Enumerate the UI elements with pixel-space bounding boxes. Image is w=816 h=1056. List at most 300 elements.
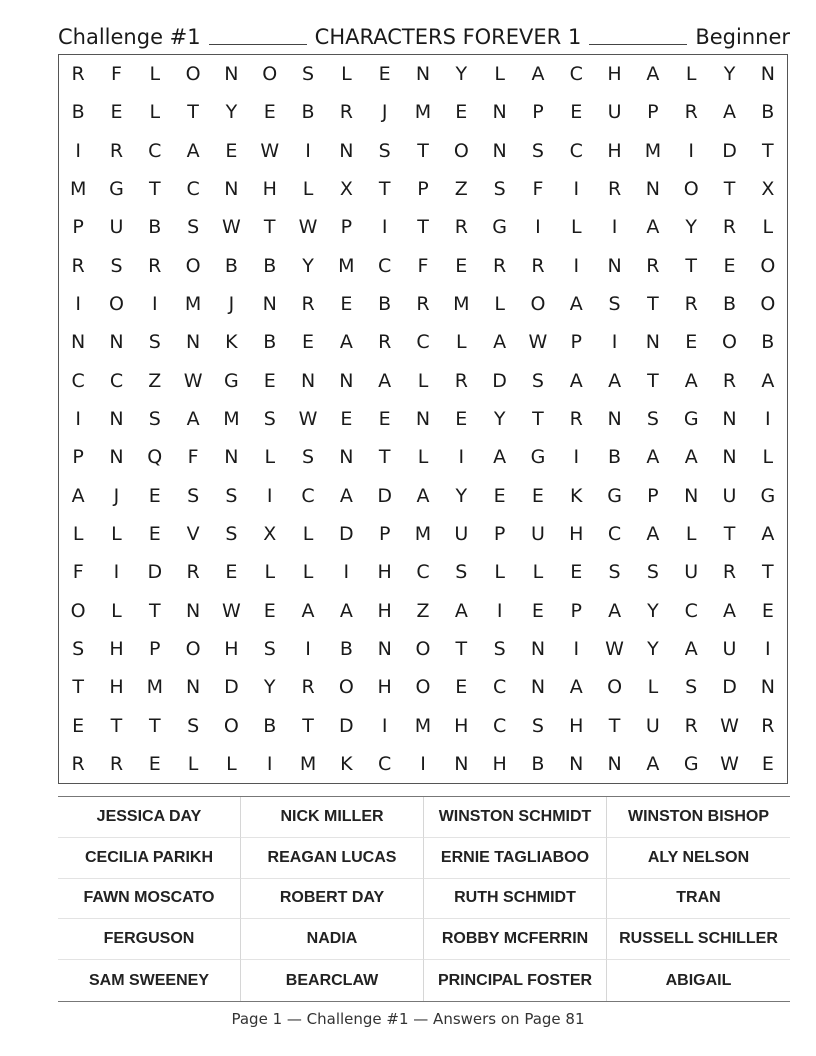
grid-letter[interactable]: A xyxy=(608,599,622,622)
grid-letter[interactable]: D xyxy=(492,369,507,392)
grid-letter[interactable]: S xyxy=(72,637,85,660)
grid-letter[interactable]: W xyxy=(605,637,624,660)
grid-letter[interactable]: Y xyxy=(302,254,314,277)
grid-letter[interactable]: L xyxy=(494,561,505,584)
grid-letter[interactable]: G xyxy=(683,407,699,430)
grid-letter[interactable]: E xyxy=(493,484,506,507)
grid-letter[interactable]: B xyxy=(761,101,775,124)
grid-letter[interactable]: C xyxy=(186,178,200,201)
grid-letter[interactable]: N xyxy=(262,293,277,316)
grid-letter[interactable]: N xyxy=(645,178,660,201)
grid-letter[interactable]: E xyxy=(340,407,353,430)
grid-letter[interactable]: C xyxy=(109,369,124,392)
grid-letter[interactable]: Y xyxy=(647,637,659,660)
grid-letter[interactable]: A xyxy=(684,369,698,392)
grid-letter[interactable]: A xyxy=(493,331,507,354)
grid-letter[interactable]: D xyxy=(339,522,354,545)
grid-letter[interactable]: X xyxy=(339,178,353,201)
grid-letter[interactable]: P xyxy=(647,484,659,507)
grid-letter[interactable]: O xyxy=(415,637,431,660)
grid-letter[interactable]: A xyxy=(646,446,660,469)
grid-letter[interactable]: F xyxy=(72,561,84,584)
grid-letter[interactable]: S xyxy=(608,561,621,584)
grid-letter[interactable]: N xyxy=(415,63,431,86)
grid-letter[interactable]: U xyxy=(684,561,699,584)
grid-letter[interactable]: S xyxy=(685,676,698,699)
grid-letter[interactable]: N xyxy=(607,254,622,277)
grid-letter[interactable]: S xyxy=(263,637,276,660)
grid-letter[interactable]: N xyxy=(339,446,354,469)
grid-letter[interactable]: L xyxy=(762,216,774,239)
grid-letter[interactable]: A xyxy=(454,599,468,622)
grid-letter[interactable]: R xyxy=(722,369,737,392)
grid-letter[interactable]: S xyxy=(225,484,238,507)
grid-letter[interactable]: R xyxy=(607,178,622,201)
grid-letter[interactable]: A xyxy=(378,369,392,392)
grid-letter[interactable]: B xyxy=(608,446,622,469)
grid-letter[interactable]: N xyxy=(684,484,699,507)
grid-letter[interactable]: N xyxy=(569,752,584,775)
grid-letter[interactable]: I xyxy=(765,407,771,430)
grid-letter[interactable]: S xyxy=(302,63,315,86)
grid-letter[interactable]: C xyxy=(301,484,315,507)
grid-letter[interactable]: L xyxy=(302,561,314,584)
grid-letter[interactable]: T xyxy=(302,714,314,737)
grid-letter[interactable]: R xyxy=(722,561,737,584)
grid-letter[interactable]: K xyxy=(340,752,353,775)
grid-letter[interactable]: T xyxy=(608,714,621,737)
grid-letter[interactable]: O xyxy=(338,676,354,699)
grid-letter[interactable]: N xyxy=(300,369,316,392)
grid-letter[interactable]: R xyxy=(722,216,737,239)
grid-letter[interactable]: L xyxy=(532,561,544,584)
grid-letter[interactable]: D xyxy=(147,561,163,584)
grid-letter[interactable]: Z xyxy=(148,369,162,392)
grid-letter[interactable]: E xyxy=(148,522,161,545)
grid-letter[interactable]: S xyxy=(378,139,391,162)
grid-letter[interactable]: A xyxy=(569,293,583,316)
grid-letter[interactable]: B xyxy=(761,331,775,354)
grid-letter[interactable]: I xyxy=(75,139,81,162)
grid-letter[interactable]: K xyxy=(570,484,583,507)
grid-letter[interactable]: N xyxy=(530,637,546,660)
grid-letter[interactable]: I xyxy=(611,216,618,239)
grid-letter[interactable]: E xyxy=(225,139,238,162)
grid-letter[interactable]: H xyxy=(109,676,124,699)
grid-letter[interactable]: I xyxy=(573,178,580,201)
grid-letter[interactable]: P xyxy=(493,522,506,545)
grid-letter[interactable]: U xyxy=(530,522,545,545)
grid-letter[interactable]: O xyxy=(722,331,737,354)
grid-letter[interactable]: R xyxy=(684,293,698,316)
grid-letter[interactable]: W xyxy=(183,369,203,392)
grid-letter[interactable]: N xyxy=(224,446,239,469)
grid-letter[interactable]: B xyxy=(378,293,392,316)
grid-letter[interactable]: L xyxy=(417,446,429,469)
grid-letter[interactable]: A xyxy=(71,484,85,507)
grid-letter[interactable]: S xyxy=(302,446,315,469)
grid-letter[interactable]: U xyxy=(722,484,737,507)
grid-letter[interactable]: C xyxy=(684,599,698,622)
grid-letter[interactable]: Y xyxy=(455,484,468,507)
grid-letter[interactable]: N xyxy=(71,331,86,354)
grid-letter[interactable]: S xyxy=(187,216,200,239)
grid-letter[interactable]: O xyxy=(415,676,431,699)
grid-letter[interactable]: S xyxy=(225,522,238,545)
grid-letter[interactable]: A xyxy=(531,63,545,86)
grid-letter[interactable]: I xyxy=(573,637,580,660)
grid-letter[interactable]: L xyxy=(494,293,505,316)
grid-letter[interactable]: E xyxy=(570,561,583,584)
grid-letter[interactable]: L xyxy=(647,676,659,699)
grid-letter[interactable]: C xyxy=(378,254,392,277)
grid-letter[interactable]: M xyxy=(69,178,87,201)
grid-letter[interactable]: I xyxy=(75,293,81,316)
grid-letter[interactable]: R xyxy=(71,254,85,277)
grid-letter[interactable]: N xyxy=(339,139,354,162)
grid-letter[interactable]: Y xyxy=(723,63,736,86)
grid-letter[interactable]: R xyxy=(454,216,468,239)
grid-letter[interactable]: N xyxy=(722,407,737,430)
grid-letter[interactable]: R xyxy=(684,101,698,124)
grid-letter[interactable]: E xyxy=(378,63,391,86)
grid-letter[interactable]: S xyxy=(493,178,506,201)
grid-letter[interactable]: H xyxy=(109,637,124,660)
grid-letter[interactable]: P xyxy=(532,101,544,124)
grid-letter[interactable]: D xyxy=(224,676,239,699)
grid-letter[interactable]: L xyxy=(226,752,237,775)
grid-letter[interactable]: E xyxy=(761,752,774,775)
grid-letter[interactable]: I xyxy=(381,714,388,737)
grid-letter[interactable]: S xyxy=(455,561,468,584)
grid-letter[interactable]: A xyxy=(761,369,775,392)
grid-letter[interactable]: A xyxy=(416,484,430,507)
grid-letter[interactable]: O xyxy=(108,293,124,316)
grid-letter[interactable]: N xyxy=(607,407,622,430)
grid-letter[interactable]: R xyxy=(454,369,468,392)
grid-letter[interactable]: N xyxy=(185,599,201,622)
grid-letter[interactable]: E xyxy=(340,293,353,316)
grid-letter[interactable]: A xyxy=(761,522,775,545)
grid-letter[interactable]: L xyxy=(264,561,276,584)
grid-letter[interactable]: P xyxy=(149,637,161,660)
grid-letter[interactable]: N xyxy=(607,752,622,775)
grid-letter[interactable]: R xyxy=(301,293,315,316)
grid-letter[interactable]: N xyxy=(109,446,124,469)
grid-letter[interactable]: A xyxy=(646,216,660,239)
grid-letter[interactable]: I xyxy=(535,216,541,239)
grid-letter[interactable]: R xyxy=(148,254,162,277)
grid-letter[interactable]: T xyxy=(647,369,659,392)
grid-letter[interactable]: T xyxy=(187,101,199,124)
grid-letter[interactable]: M xyxy=(644,139,662,162)
grid-letter[interactable]: U xyxy=(454,522,469,545)
grid-letter[interactable]: C xyxy=(492,714,507,737)
grid-letter[interactable]: O xyxy=(760,293,776,316)
grid-letter[interactable]: T xyxy=(723,522,736,545)
grid-letter[interactable]: C xyxy=(607,522,622,545)
grid-letter[interactable]: O xyxy=(223,714,239,737)
grid-letter[interactable]: H xyxy=(262,178,277,201)
grid-letter[interactable]: N xyxy=(722,446,737,469)
grid-letter[interactable]: E xyxy=(148,752,161,775)
grid-letter[interactable]: M xyxy=(184,293,202,316)
grid-letter[interactable]: T xyxy=(455,637,468,660)
grid-letter[interactable]: C xyxy=(71,369,85,392)
grid-letter[interactable]: T xyxy=(417,216,429,239)
grid-letter[interactable]: N xyxy=(454,752,469,775)
grid-letter[interactable]: D xyxy=(722,139,737,162)
grid-letter[interactable]: O xyxy=(607,676,623,699)
grid-letter[interactable]: R xyxy=(109,139,124,162)
grid-letter[interactable]: T xyxy=(762,561,774,584)
grid-letter[interactable]: I xyxy=(113,561,120,584)
grid-letter[interactable]: A xyxy=(569,676,583,699)
grid-letter[interactable]: B xyxy=(531,752,545,775)
grid-letter[interactable]: I xyxy=(266,484,273,507)
grid-letter[interactable]: L xyxy=(417,369,429,392)
grid-letter[interactable]: R xyxy=(71,63,85,86)
grid-letter[interactable]: L xyxy=(149,101,161,124)
grid-letter[interactable]: Q xyxy=(147,446,163,469)
grid-letter[interactable]: T xyxy=(723,178,736,201)
grid-letter[interactable]: I xyxy=(458,446,465,469)
grid-letter[interactable]: R xyxy=(684,714,698,737)
grid-letter[interactable]: S xyxy=(531,369,544,392)
grid-letter[interactable]: W xyxy=(298,216,318,239)
grid-letter[interactable]: O xyxy=(185,254,201,277)
grid-letter[interactable]: M xyxy=(338,254,355,277)
grid-letter[interactable]: W xyxy=(222,599,241,622)
grid-letter[interactable]: E xyxy=(531,484,544,507)
grid-letter[interactable]: S xyxy=(187,714,200,737)
grid-letter[interactable]: T xyxy=(762,139,774,162)
grid-letter[interactable]: W xyxy=(720,714,739,737)
grid-letter[interactable]: N xyxy=(224,178,239,201)
grid-letter[interactable]: Z xyxy=(454,178,468,201)
grid-letter[interactable]: P xyxy=(378,522,391,545)
grid-letter[interactable]: C xyxy=(148,139,162,162)
grid-letter[interactable]: B xyxy=(148,216,162,239)
grid-letter[interactable]: E xyxy=(225,561,238,584)
grid-letter[interactable]: S xyxy=(531,714,544,737)
grid-letter[interactable]: L xyxy=(341,63,352,86)
grid-letter[interactable]: E xyxy=(110,101,123,124)
grid-letter[interactable]: N xyxy=(224,63,239,86)
grid-letter[interactable]: O xyxy=(70,599,86,622)
grid-letter[interactable]: R xyxy=(186,561,200,584)
grid-letter[interactable]: L xyxy=(570,216,582,239)
grid-letter[interactable]: L xyxy=(685,63,697,86)
grid-letter[interactable]: A xyxy=(339,484,353,507)
grid-letter[interactable]: B xyxy=(722,293,737,316)
grid-letter[interactable]: H xyxy=(569,714,584,737)
grid-letter[interactable]: A xyxy=(569,369,583,392)
grid-letter[interactable]: O xyxy=(760,254,776,277)
grid-letter[interactable]: A xyxy=(608,369,622,392)
grid-letter[interactable]: L xyxy=(762,446,774,469)
grid-letter[interactable]: I xyxy=(765,637,771,660)
grid-letter[interactable]: A xyxy=(493,446,507,469)
grid-letter[interactable]: R xyxy=(569,407,583,430)
grid-letter[interactable]: T xyxy=(532,407,544,430)
grid-letter[interactable]: R xyxy=(71,752,85,775)
grid-letter[interactable]: E xyxy=(761,599,774,622)
grid-letter[interactable]: F xyxy=(187,446,199,469)
grid-letter[interactable]: T xyxy=(417,139,429,162)
grid-letter[interactable]: C xyxy=(416,331,430,354)
grid-letter[interactable]: L xyxy=(302,178,314,201)
grid-letter[interactable]: A xyxy=(339,599,353,622)
grid-letter[interactable]: P xyxy=(570,599,582,622)
grid-letter[interactable]: K xyxy=(225,331,238,354)
grid-letter[interactable]: W xyxy=(260,139,280,162)
grid-letter[interactable]: T xyxy=(647,293,659,316)
grid-letter[interactable]: E xyxy=(723,254,736,277)
grid-letter[interactable]: L xyxy=(456,331,467,354)
grid-letter[interactable]: Y xyxy=(647,599,659,622)
grid-letter[interactable]: R xyxy=(109,752,124,775)
grid-letter[interactable]: P xyxy=(570,331,582,354)
grid-letter[interactable]: M xyxy=(299,752,317,775)
grid-letter[interactable]: T xyxy=(378,446,391,469)
grid-letter[interactable]: U xyxy=(645,714,660,737)
grid-letter[interactable]: U xyxy=(607,101,622,124)
grid-letter[interactable]: P xyxy=(647,101,659,124)
grid-letter[interactable]: H xyxy=(377,561,392,584)
grid-letter[interactable]: E xyxy=(148,484,161,507)
grid-letter[interactable]: J xyxy=(113,484,120,507)
grid-letter[interactable]: U xyxy=(109,216,124,239)
grid-letter[interactable]: R xyxy=(646,254,660,277)
grid-letter[interactable]: B xyxy=(71,101,85,124)
grid-letter[interactable]: I xyxy=(305,637,311,660)
grid-letter[interactable]: E xyxy=(455,407,468,430)
grid-letter[interactable]: W xyxy=(298,407,318,430)
grid-letter[interactable]: T xyxy=(148,178,161,201)
grid-letter[interactable]: L xyxy=(149,63,161,86)
grid-letter[interactable]: H xyxy=(454,714,469,737)
grid-letter[interactable]: S xyxy=(646,561,659,584)
grid-letter[interactable]: D xyxy=(377,484,392,507)
grid-letter[interactable]: Y xyxy=(455,63,468,86)
grid-letter[interactable]: E xyxy=(455,101,468,124)
grid-letter[interactable]: B xyxy=(339,637,353,660)
grid-letter[interactable]: O xyxy=(453,139,469,162)
grid-letter[interactable]: E xyxy=(263,101,276,124)
grid-letter[interactable]: C xyxy=(492,676,507,699)
grid-letter[interactable]: M xyxy=(414,101,432,124)
grid-letter[interactable]: E xyxy=(531,599,544,622)
grid-letter[interactable]: C xyxy=(416,561,430,584)
grid-letter[interactable]: E xyxy=(455,676,468,699)
grid-letter[interactable]: N xyxy=(339,369,354,392)
grid-letter[interactable]: S xyxy=(493,637,506,660)
grid-letter[interactable]: I xyxy=(573,254,580,277)
grid-letter[interactable]: H xyxy=(377,599,392,622)
grid-letter[interactable]: T xyxy=(72,676,84,699)
grid-letter[interactable]: A xyxy=(186,139,200,162)
grid-letter[interactable]: C xyxy=(569,63,583,86)
grid-letter[interactable]: H xyxy=(224,637,239,660)
grid-letter[interactable]: G xyxy=(109,178,124,201)
grid-letter[interactable]: T xyxy=(685,254,697,277)
grid-letter[interactable]: O xyxy=(262,63,278,86)
grid-letter[interactable]: A xyxy=(186,407,200,430)
grid-letter[interactable]: R xyxy=(301,676,315,699)
grid-letter[interactable]: Y xyxy=(685,216,697,239)
grid-letter[interactable]: S xyxy=(148,331,161,354)
grid-letter[interactable]: O xyxy=(683,178,699,201)
grid-letter[interactable]: G xyxy=(492,216,507,239)
grid-letter[interactable]: N xyxy=(492,139,507,162)
grid-letter[interactable]: L xyxy=(494,63,505,86)
grid-letter[interactable]: A xyxy=(646,752,660,775)
grid-letter[interactable]: I xyxy=(266,752,273,775)
grid-letter[interactable]: S xyxy=(263,407,276,430)
grid-letter[interactable]: S xyxy=(110,254,123,277)
grid-letter[interactable]: J xyxy=(228,293,235,316)
grid-letter[interactable]: I xyxy=(496,599,503,622)
grid-letter[interactable]: L xyxy=(187,752,199,775)
grid-letter[interactable]: L xyxy=(72,522,84,545)
grid-letter[interactable]: O xyxy=(530,293,546,316)
grid-letter[interactable]: P xyxy=(72,216,84,239)
grid-letter[interactable]: R xyxy=(531,254,545,277)
grid-letter[interactable]: Y xyxy=(225,101,238,124)
grid-letter[interactable]: G xyxy=(607,484,622,507)
grid-letter[interactable]: I xyxy=(343,561,350,584)
grid-letter[interactable]: S xyxy=(148,407,161,430)
grid-letter[interactable]: W xyxy=(222,216,241,239)
grid-letter[interactable]: R xyxy=(761,714,775,737)
grid-letter[interactable]: W xyxy=(720,752,739,775)
grid-letter[interactable]: B xyxy=(263,714,277,737)
grid-letter[interactable]: I xyxy=(688,139,694,162)
grid-letter[interactable]: R xyxy=(416,293,430,316)
grid-letter[interactable]: Z xyxy=(416,599,430,622)
grid-letter[interactable]: T xyxy=(110,714,123,737)
grid-letter[interactable]: N xyxy=(185,331,201,354)
grid-letter[interactable]: E xyxy=(685,331,698,354)
grid-letter[interactable]: N xyxy=(109,407,124,430)
grid-letter[interactable]: S xyxy=(531,139,544,162)
grid-letter[interactable]: N xyxy=(492,101,507,124)
grid-letter[interactable]: X xyxy=(761,178,775,201)
grid-letter[interactable]: X xyxy=(263,522,277,545)
grid-letter[interactable]: G xyxy=(530,446,546,469)
grid-letter[interactable]: N xyxy=(415,407,431,430)
grid-letter[interactable]: M xyxy=(223,407,240,430)
grid-letter[interactable]: I xyxy=(573,446,580,469)
grid-letter[interactable]: H xyxy=(607,63,622,86)
grid-letter[interactable]: N xyxy=(645,331,660,354)
grid-letter[interactable]: M xyxy=(146,676,163,699)
grid-letter[interactable]: B xyxy=(224,254,238,277)
grid-letter[interactable]: I xyxy=(420,752,426,775)
grid-letter[interactable]: Y xyxy=(493,407,506,430)
grid-letter[interactable]: N xyxy=(530,676,546,699)
grid-letter[interactable]: E xyxy=(263,599,276,622)
grid-letter[interactable]: M xyxy=(414,714,432,737)
grid-letter[interactable]: M xyxy=(414,522,432,545)
grid-letter[interactable]: T xyxy=(263,216,276,239)
grid-letter[interactable]: E xyxy=(72,714,85,737)
grid-letter[interactable]: H xyxy=(607,139,622,162)
grid-letter[interactable]: N xyxy=(377,637,392,660)
grid-letter[interactable]: V xyxy=(186,522,200,545)
grid-letter[interactable]: I xyxy=(381,216,388,239)
